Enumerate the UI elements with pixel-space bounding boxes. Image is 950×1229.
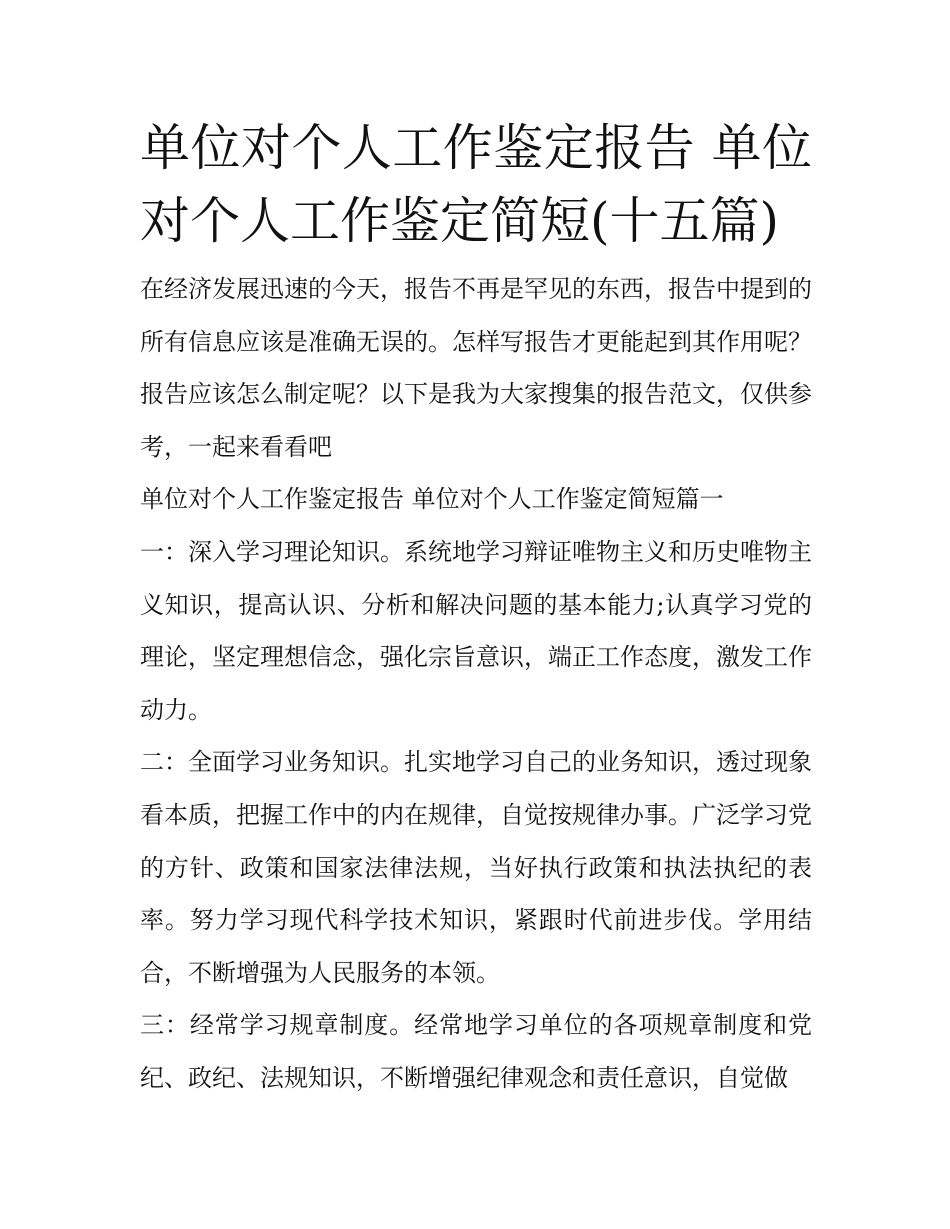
intro-paragraph: 在经济发展迅速的今天，报告不再是罕见的东西，报告中提到的所有信息应该是准确无误的。怎样写报告才更能起到其作用呢？报告应该怎么制定呢？以下是我为大家搜集的报告范文，仅供参考，一起来看看吧 bbox=[140, 275, 812, 461]
section-heading: 单位对个人工作鉴定报告 单位对个人工作鉴定简短篇一 bbox=[140, 485, 724, 514]
paragraph-1: 一：深入学习理论知识。系统地学习辩证唯物主义和历史唯物主义知识，提高认识、分析和解决问题的基本能力;认真学习党的理论，坚定理想信念，强化宗旨意识，端正工作态度，激发工作动力。 bbox=[140, 537, 812, 724]
document-title: 单位对个人工作鉴定报告 单位对个人工作鉴定简短(十五篇) bbox=[140, 119, 812, 250]
document-content bbox=[140, 112, 812, 1105]
paragraph-3: 三：经常学习规章制度。经常地学习单位的各项规章制度和党纪、政纪、法规知识，不断增强纪律观念和责任意识，自觉做 bbox=[140, 1011, 812, 1092]
paragraph-2: 二：全面学习业务知识。扎实地学习自己的业务知识，透过现象看本质，把握工作中的内在规律，自觉按规律办事。广泛学习党的方针、政策和国家法律法规，当好执行政策和执法执纪的表率。努力学习现代科学技术知识，紧跟时代前进步伐。学用结合，不断增强为人民服务的本领。 bbox=[140, 748, 812, 987]
